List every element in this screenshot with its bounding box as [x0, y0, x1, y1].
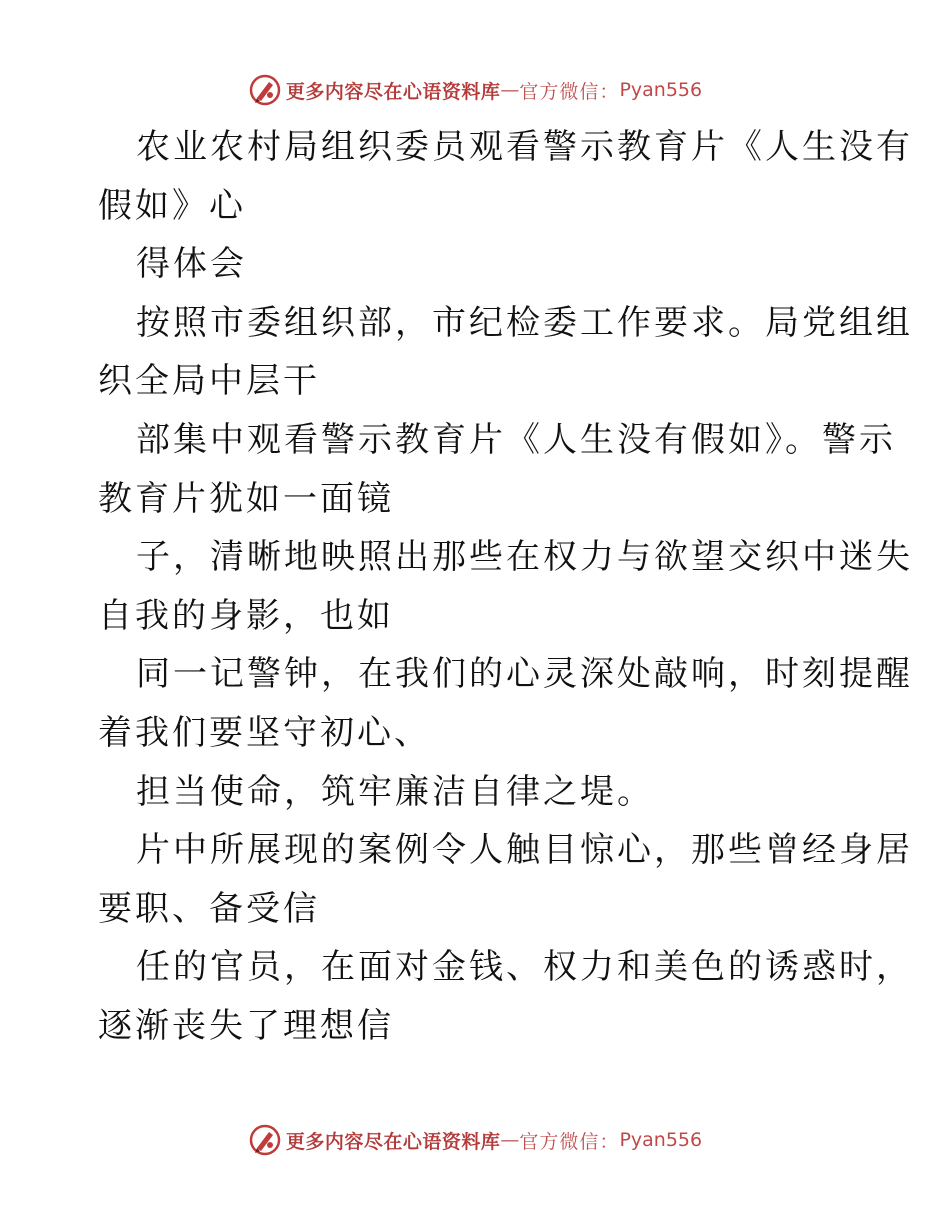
document-line: 同一记警钟，在我们的心灵深处敲响，时刻提醒 [136, 654, 913, 695]
document-line: 片中所展现的案例令人触目惊心，那些曾经身居 [136, 830, 913, 871]
banner-wechat-id: Pyan556 [619, 1129, 703, 1151]
document-line: 着我们要坚守初心、 [98, 712, 431, 753]
pen-logo-icon [248, 73, 282, 107]
document-line: 任的官员，在面对金钱、权力和美色的诱惑时， [136, 947, 913, 988]
banner-site-text: 更多内容尽在心语资料库 [285, 80, 501, 103]
document-line: 织全局中层干 [98, 361, 320, 402]
document-line: 部集中观看警示教育片《人生没有假如》。警示 [136, 419, 896, 460]
document-line: 要职、备受信 [98, 888, 320, 929]
document-line: 教育片犹如一面镜 [98, 478, 394, 519]
document-line: 农业农村局组织委员观看警示教育片《人生没有 [136, 127, 913, 167]
document-line: 子，清晰地映照出那些在权力与欲望交织中迷失 [136, 537, 913, 578]
document-line: 逐渐丧失了理想信 [98, 1005, 394, 1046]
document-line: 按照市委组织部，市纪检委工作要求。局党组组 [136, 302, 913, 343]
header-banner [0, 70, 950, 110]
banner-official-label: 官方微信： [519, 80, 620, 103]
banner-dash: — [500, 79, 520, 101]
document-body [98, 118, 913, 1056]
document-line: 自我的身影，也如 [98, 595, 394, 636]
document-line: 担当使命，筑牢廉洁自律之堤。 [136, 771, 654, 812]
banner-dash: — [500, 1129, 520, 1151]
footer-banner [0, 1120, 950, 1160]
banner-official-label: 官方微信： [519, 1130, 620, 1153]
document-line: 得体会 [136, 244, 247, 285]
banner-site-text: 更多内容尽在心语资料库 [285, 1130, 501, 1153]
pen-logo-icon [248, 1123, 282, 1157]
document-line: 假如》心 [98, 185, 246, 226]
banner-wechat-id: Pyan556 [619, 79, 703, 101]
